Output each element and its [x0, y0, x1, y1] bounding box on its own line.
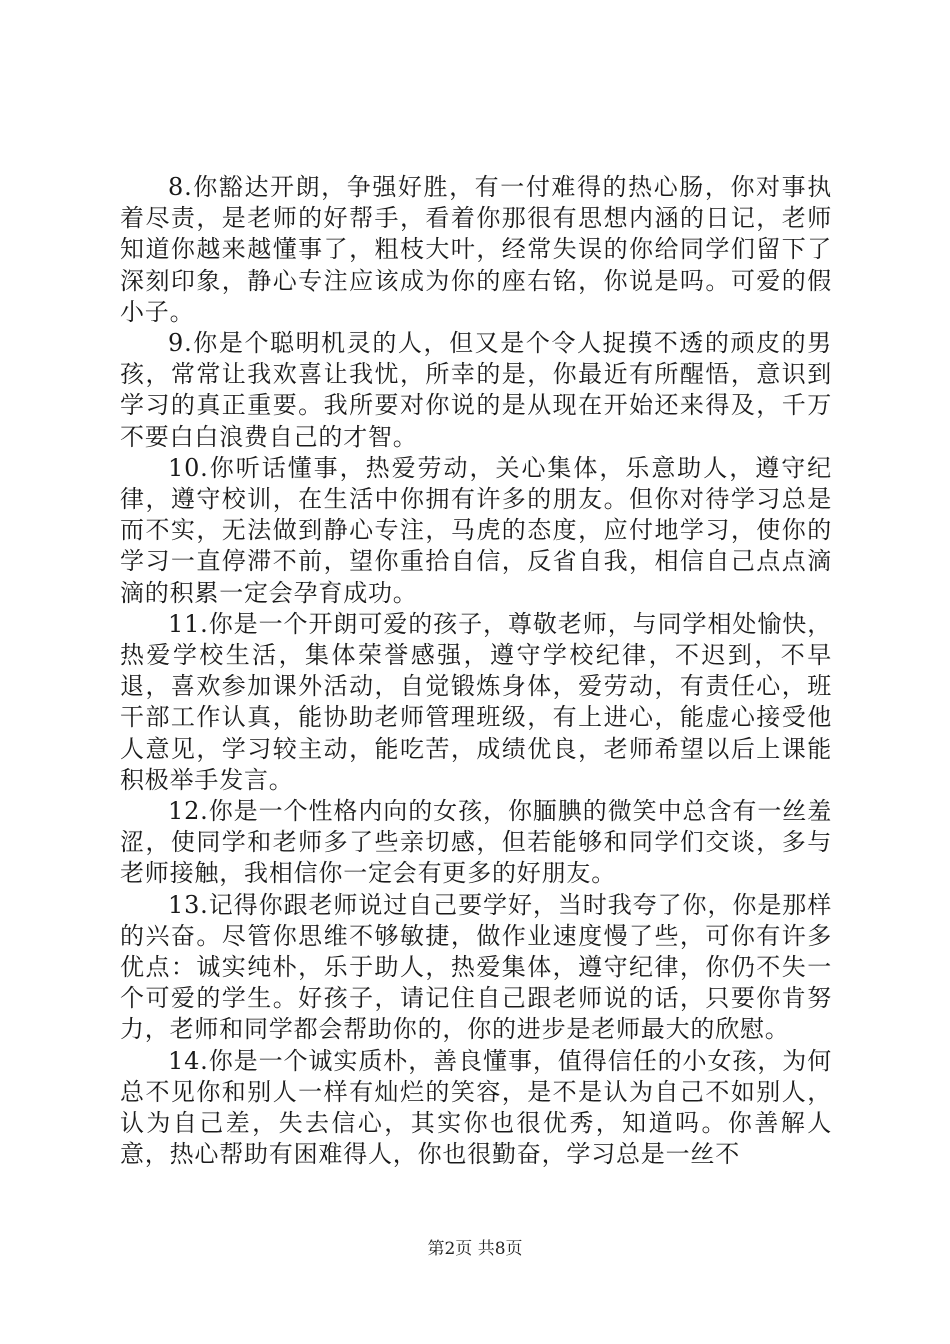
- paragraph-11: 11.你是一个开朗可爱的孩子，尊敬老师，与同学相处愉快，热爱学校生活，集体荣誉感强，遵守学校纪律，不迟到，不早退，喜欢参加课外活动，自觉锻炼身体，爱劳动，有责任心，班干部工作认真，能协助老师管理班级，有上进心，能虚心接受他人意见，学习较主动，能吃苦，成绩优良，老师希望以后上课能积极举手发言。: [120, 609, 832, 794]
- paragraph-8: 8.你豁达开朗，争强好胜，有一付难得的热心肠，你对事执着尽责，是老师的好帮手，看着你那很有思想内涵的日记，老师知道你越来越懂事了，粗枝大叶，经常失误的你给同学们留下了深刻印象，静心专注应该成为你的座右铭，你说是吗。可爱的假小子。: [120, 173, 832, 326]
- paragraph-13: 13.记得你跟老师说过自己要学好，当时我夸了你，你是那样的兴奋。尽管你思维不够敏捷，做作业速度慢了些，可你有许多优点：诚实纯朴，乐于助人，热爱集体，遵守纪律，你仍不失一个可爱的学生。好孩子，请记住自己跟老师说的话，只要你肯努力，老师和同学都会帮助你的，你的进步是老师最大的欣慰。: [120, 890, 832, 1044]
- paragraph-14: 14.你是一个诚实质朴，善良懂事，值得信任的小女孩，为何总不见你和别人一样有灿烂的笑容，是不是认为自己不如别人，认为自己差，失去信心，其实你也很优秀，知道吗。你善解人意，热心帮助有困难得人，你也很勤奋，学习总是一丝不: [120, 1046, 832, 1169]
- page-footer: 第2页 共8页: [427, 1239, 523, 1259]
- paragraph-9: 9.你是个聪明机灵的人，但又是个令人捉摸不透的顽皮的男孩，常常让我欢喜让我忧，所幸的是，你最近有所醒悟，意识到学习的真正重要。我所要对你说的是从现在开始还来得及，千万不要白白浪费自己的才智。: [120, 329, 832, 451]
- paragraph-10: 10.你听话懂事，热爱劳动，关心集体，乐意助人，遵守纪律，遵守校训，在生活中你拥有许多的朋友。但你对待学习总是而不实，无法做到静心专注，马虎的态度，应付地学习，使你的学习一直停滞不前，望你重拾自信，反省自我，相信自己点点滴滴的积累一定会孕育成功。: [120, 453, 832, 607]
- document-body: [120, 172, 832, 1171]
- paragraph-12: 12.你是一个性格内向的女孩，你腼腆的微笑中总含有一丝羞涩，使同学和老师多了些亲切感，但若能够和同学们交谈，多与老师接触，我相信你一定会有更多的好朋友。: [120, 797, 832, 888]
